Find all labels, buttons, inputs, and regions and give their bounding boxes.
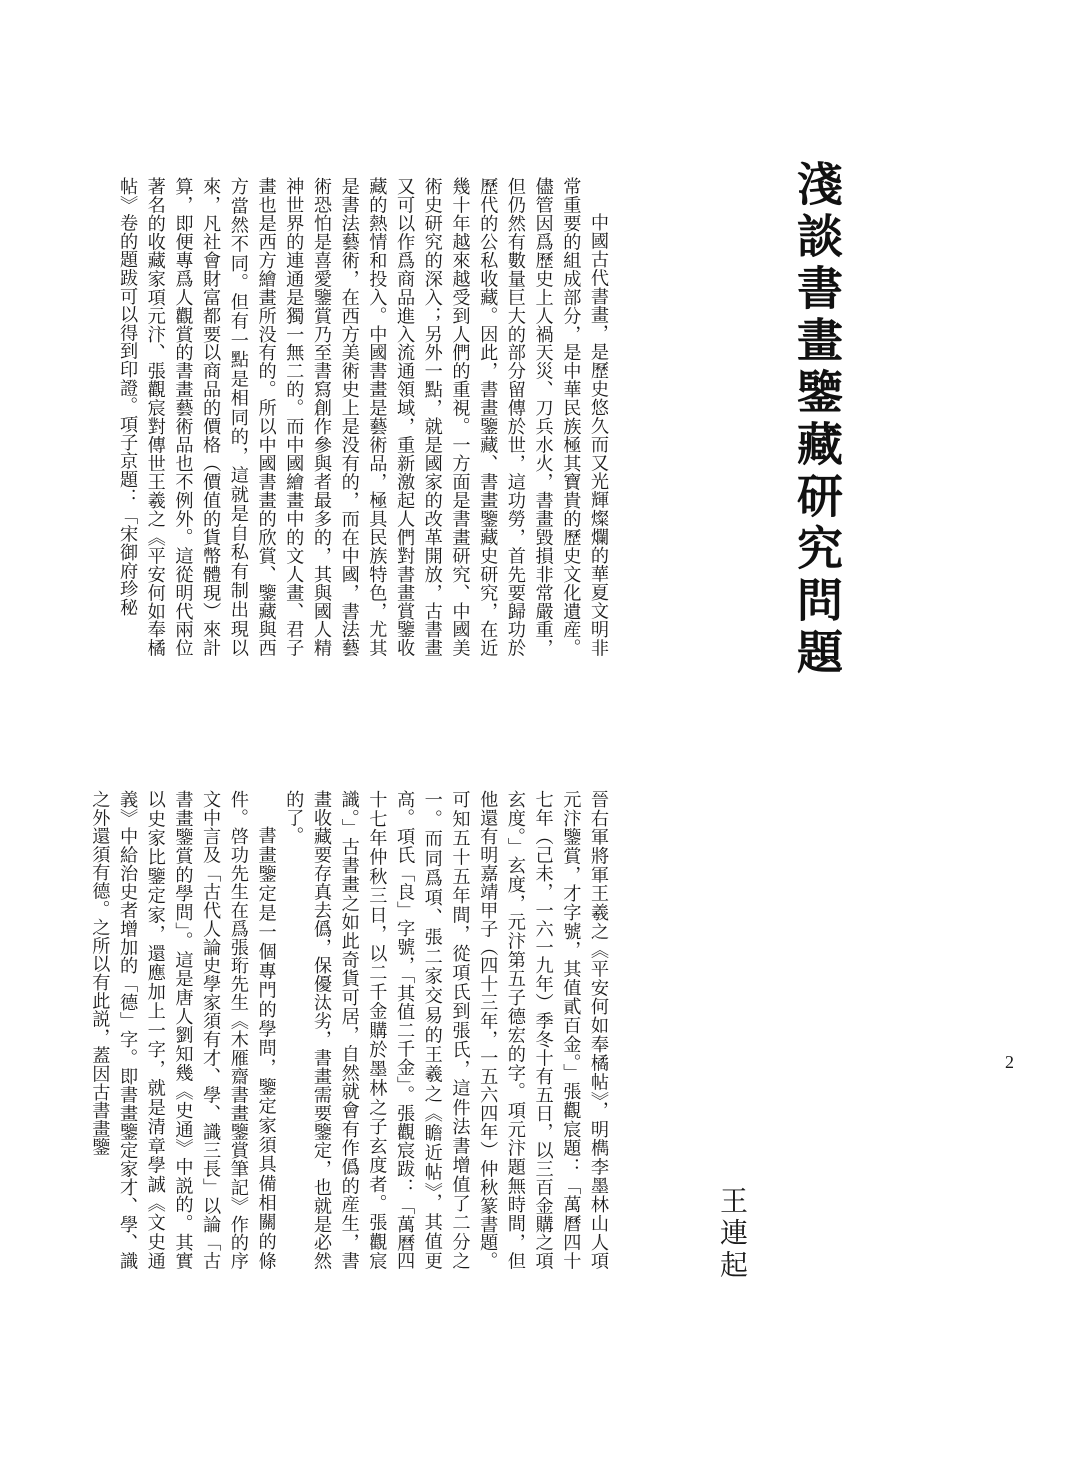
article-title: 淺談書畫鑒藏研究問題	[790, 160, 844, 680]
page-number: 2	[1005, 1052, 1014, 1072]
paragraph-2: 晉右軍將軍王羲之《平安何如奉橘帖》，明檇李墨林山人項元汴鑒賞，才字號，其值貳百金。」張觀宸題：「萬曆四十七年（己未，一六一九年）季冬十有五日，以三百金購之項玄度。」玄度，元汴第五子德宏的字。項元汴題無時間，但他還有明嘉靖甲子（四十三年，一五六四年）仲秋篆書題。可知五十五年間，從項氏到張氏，這件法書增值了二分之一。而同爲項、張二家交易的王羲之《瞻近帖》，其值更高。項氏「良」字號，「其值二千金」。張觀宸跋：「萬曆四十七年仲秋三日，以二千金購於墨林之子玄度者。張觀宸識。」古書畫之如此奇貨可居，自然就會有作僞的産生，書畫收藏要存真去僞，保優汰劣，書畫需要鑒定，也就是必然的了。	[283, 790, 609, 1270]
lower-text-column	[89, 790, 612, 1270]
author-name: 王連起	[716, 1186, 749, 1282]
paragraph-3: 書畫鑒定是一個專門的學問，鑒定家須具備相關的條件。啓功先生在爲張珩先生《木雁齋書畫鑒賞筆記》作的序文中言及「古代人論史學家須有才、學、識三長」以論「古書畫鑒賞的學問」。這是唐人劉知幾《史通》中説的。其實以史家比鑒定家，還應加上一字，就是清章學誠《文史通義》中給治史者增加的「德」字。即書畫鑒定家才、學、識之外還須有德。之所以有此説，蓋因古書畫鑒	[89, 790, 277, 1270]
paragraph-1: 中國古代書畫，是歷史悠久而又光輝燦爛的華夏文明非常重要的組成部分，是中華民族極其寶貴的歷史文化遺産。儘管因爲歷史上人禍天災、刀兵水火，書畫毀損非常嚴重，但仍然有數量巨大的部分留傳於世，這功勞，首先要歸功於歷代的公私收藏。因此，書畫鑒藏、書畫鑒藏史研究，在近幾十年越來越受到人們的重視。一方面是書畫研究、中國美術史研究的深入；另外一點，就是國家的改革開放，古書畫又可以作爲商品進入流通領域，重新激起人們對書畫賞鑒收藏的熱情和投入。中國書畫是藝術品，極具民族特色，尤其是書法藝術，在西方美術史上是没有的，而在中國，書法藝術恐怕是喜愛鑒賞乃至書寫創作參與者最多的，其與國人精神世界的連通是獨一無二的。而中國繪畫中的文人畫、君子畫也是西方繪畫所没有的。所以中國書畫的欣賞、鑒藏與西方當然不同。但有一點是相同的，這就是自私有制出現以來，凡社會財富都要以商品的價格（價值的貨幣體現）來計算，即便專爲人觀賞的書畫藝術品也不例外。這從明代兩位著名的收藏家項元汴、張觀宸對傳世王羲之《平安何如奉橘帖》卷的題跋可以得到印證。項子京題：「宋御府珍秘	[117, 177, 609, 657]
upper-text-column	[117, 177, 612, 657]
